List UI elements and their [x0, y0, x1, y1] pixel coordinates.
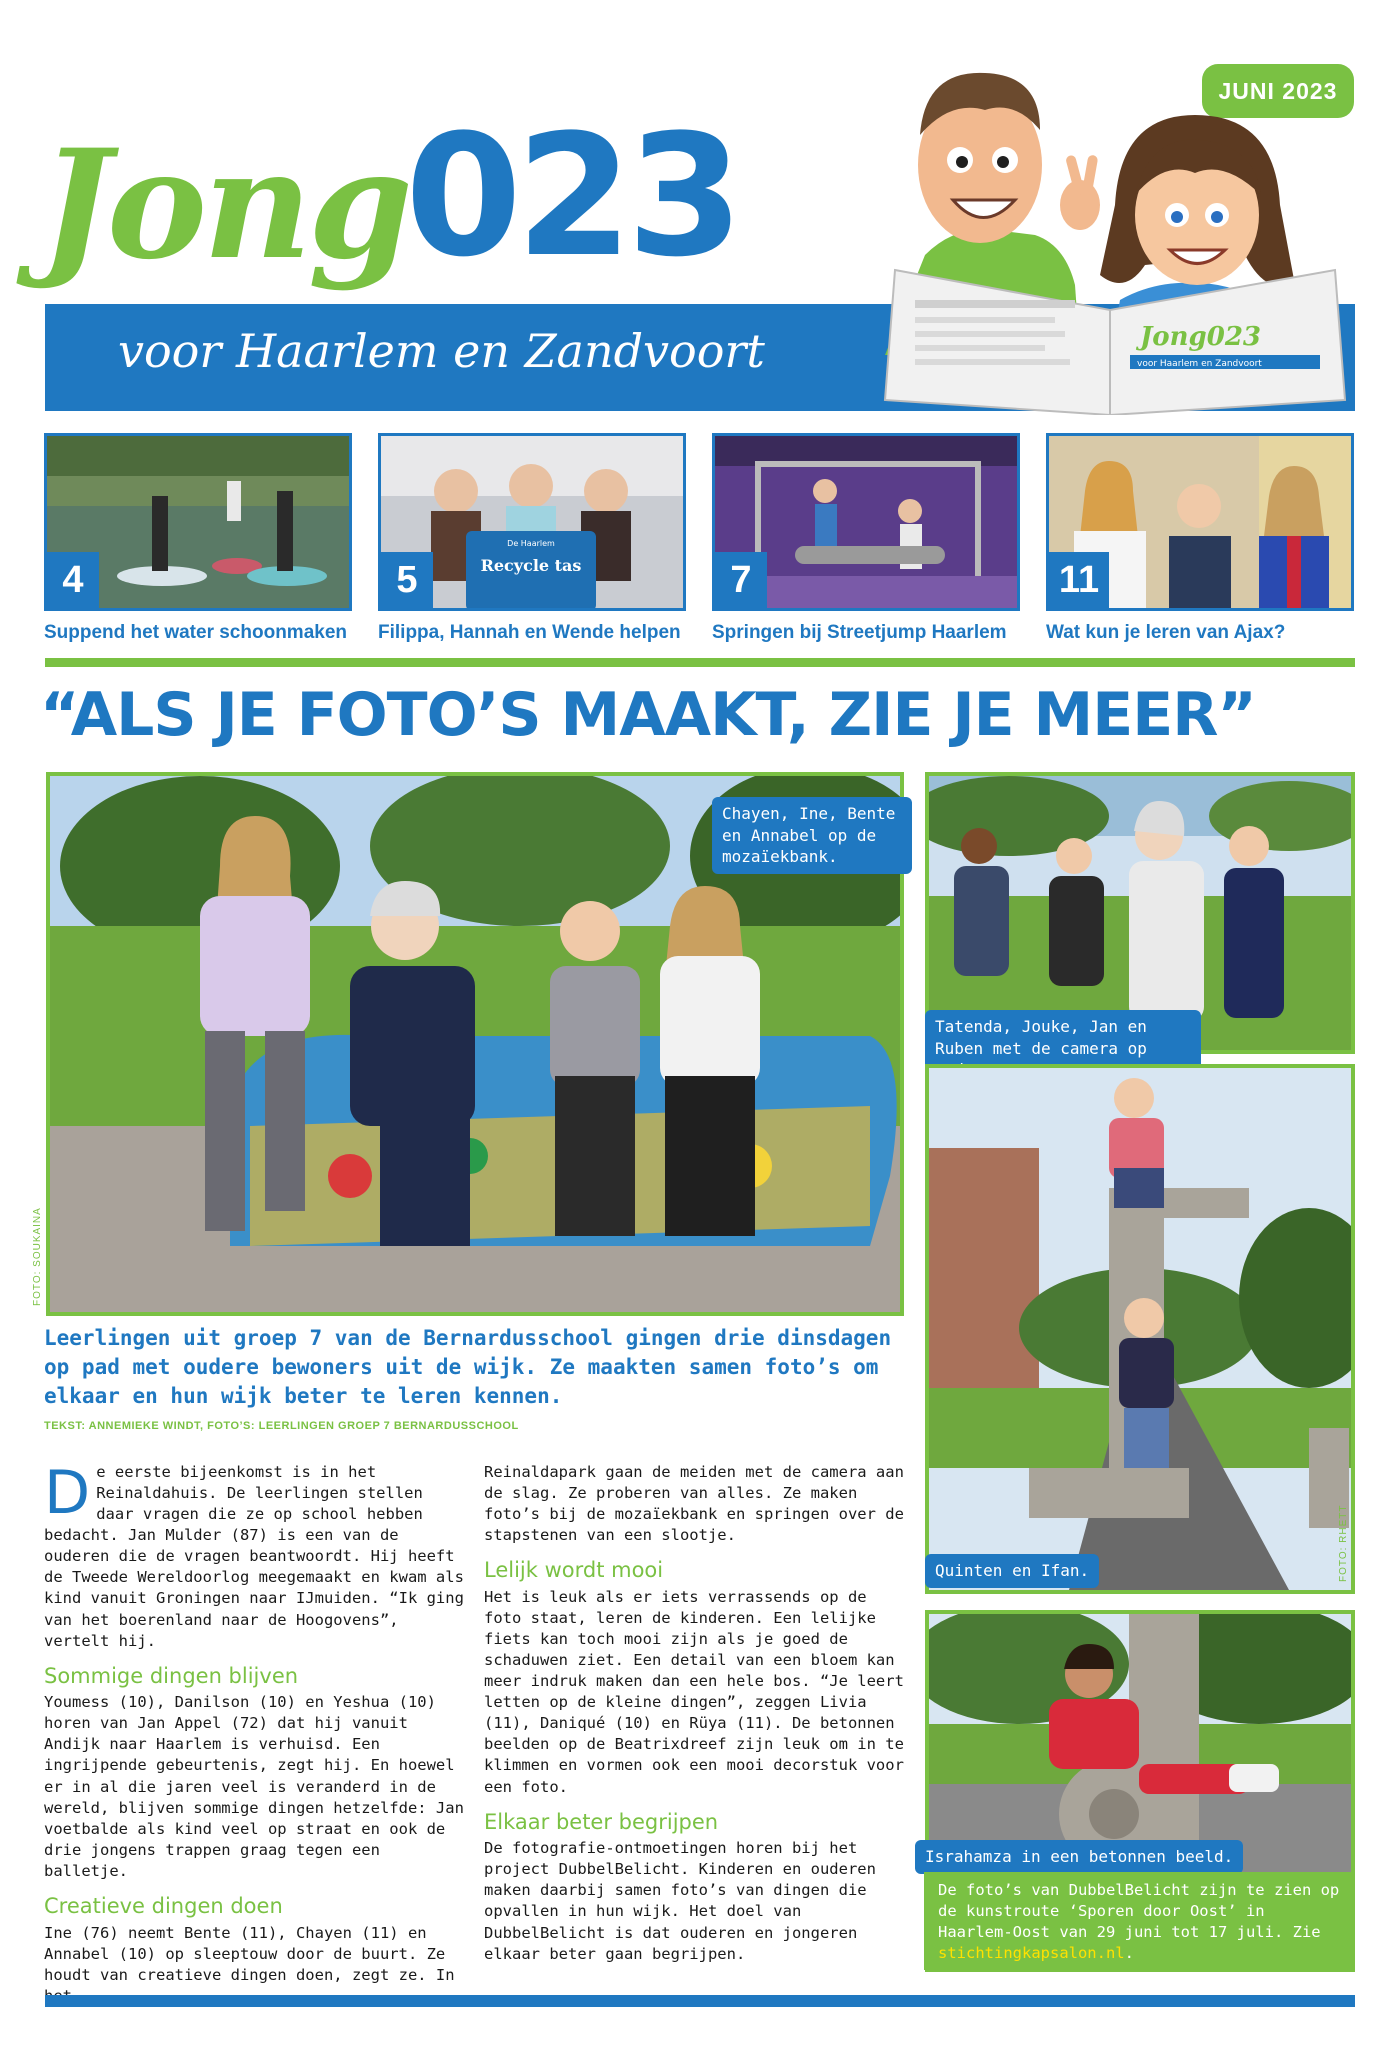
teaser-title[interactable]: Filippa, Hannah en Wende helpen	[378, 622, 681, 643]
paragraph: De fotografie-ontmoetingen horen bij het project DubbelBelicht. Kinderen en ouderen maken daarbij samen foto’s van dingen die opvallen in hun wijk. Het doel van DubbelBelicht is dat ouderen en jongeren elkaar beter gaan begrijpen.	[484, 1839, 876, 1963]
exhibition-info-box	[924, 1872, 1354, 1970]
photo-credit: FOTO: RHETT	[1338, 1504, 1349, 1582]
website-link[interactable]: stichtingkapsalon.nl	[938, 1943, 1125, 1962]
info-text: De foto’s van DubbelBelicht zijn te zien op de kunstroute ‘Sporen door Oost’ in Haarlem-Oost van 29 juni tot 17 juli. Zie	[938, 1881, 1340, 1941]
bag-text-small: De Haarlem	[507, 539, 555, 548]
issue-date: JUNI 2023	[1218, 77, 1338, 104]
teaser-photo-ajax[interactable]	[1046, 433, 1354, 611]
photo-caption: Tatenda, Jouke, Jan en Ruben met de camera op	[925, 1010, 1201, 1087]
teaser-page-number: 4	[47, 552, 99, 608]
mascot-illustration	[865, 55, 1355, 415]
statue-photo	[925, 1064, 1355, 1594]
concrete-statue-photo	[929, 1068, 1351, 1590]
teaser-photo-recycle[interactable]	[378, 433, 686, 611]
subheading: Lelijk wordt mooi	[484, 1558, 664, 1583]
paragraph: Ine (76) neemt Bente (11), Chayen (11) en Annabel (10) op sleeptouw door de buurt. Ze houdt van creatieve dingen doen, zegt ze. In	[44, 1923, 455, 1984]
tagline: voor Haarlem en Zandvoort	[118, 324, 765, 378]
info-suffix: .	[1124, 1943, 1134, 1962]
newspaper-tagline: voor Haarlem en Zandvoort	[1137, 359, 1262, 369]
subheading: Elkaar beter begrijpen	[484, 1809, 719, 1834]
teaser-page-number: 7	[715, 552, 767, 608]
photo-caption: Israhamza in een betonnen beeld.	[915, 1840, 1243, 1874]
article-byline: TEKST: ANNEMIEKE WINDT, FOTO’S: LEERLINGEN GROEP 7 BERNARDUSSCHOOL	[44, 1420, 519, 1432]
article-column-left	[44, 1458, 464, 2011]
paragraph-intro	[44, 1458, 464, 1652]
dropcap: D	[44, 1458, 91, 1528]
photo-caption: Quinten en Ifan.	[925, 1554, 1099, 1588]
logo-number: 023	[404, 98, 738, 294]
photo-caption: Chayen, Ine, Bente en Annabel op de mozaïekbank.	[712, 797, 912, 874]
logo-word: Jong	[40, 117, 409, 293]
bag-text: Recycle tas	[480, 556, 582, 575]
divider	[45, 658, 1355, 667]
article-headline: “ALS JE FOTO’S MAAKT, ZIE JE MEER”	[40, 680, 1256, 750]
paragraph: Het is leuk als er iets verrassends op de foto staat, leren de kinderen. Een lelijke fiets kan toch mooi zijn als je goed de schaduwen ziet. Een detail van een bloem kan meer indruk maken dan een hele bos. “Je leert letten op de kleine dingen”, zeggen Livia (11), Daniqué (10) en Rüya (11). De betonnen beelden op de Beatrixdreef zijn leuk om in te klimmen en vormen ook een mooi decorstuk voor een foto.	[484, 1587, 904, 1796]
teaser-photo-sup[interactable]	[44, 433, 352, 611]
teaser-title[interactable]: Suppend het water schoonmaken	[44, 622, 347, 643]
jong023-logo	[40, 95, 738, 294]
subheading: Sommige dingen blijven	[44, 1663, 299, 1688]
paragraph: Reinaldapark gaan de meiden met de camera aan de slag. Ze proberen van alles. Ze maken foto’s bij de mozaïekbank en springen over de stapstenen van een slootje.	[484, 1463, 904, 1545]
newspaper-logo: Jong023	[1140, 322, 1261, 352]
paragraph-text: e eerste bijeenkomst is in het Reinaldahuis. De leerlingen stellen daar vragen die ze op school hebben bedacht. Jan Mulder (87) is een van de ouderen die de vragen beantwoordt. Hij heeft de Tweede Wereldoorlog meegemaakt en kwam als kind vanuit Groningen naar IJmuiden. “Ik ging van het boerenland naar de Hoogovens”, vertelt hij.	[44, 1463, 464, 1650]
teaser-title[interactable]: Springen bij Streetjump Haarlem	[712, 622, 1007, 643]
concrete-sculpture-photo	[929, 1614, 1351, 1876]
paragraph: Youmess (10), Danilson (10) en Yeshua (10) horen van Jan Appel (72) dat hij vanuit Andijk naar Haarlem is verhuisd. Een ingrijpende gebeurtenis, zegt hij. En hoewel er in al die jaren veel is veranderd in de wereld, blijven sommige dingen hetzelfde: Jan voetbalde als kind veel op straat en ook de drie jongens trappen graag tegen een balletje.	[44, 1693, 464, 1880]
camera-walk-photo	[929, 776, 1351, 1050]
article-column-right	[484, 1462, 904, 1969]
teaser-title[interactable]: Wat kun je leren van Ajax?	[1046, 622, 1286, 643]
article-intro: Leerlingen uit groep 7 van de Bernardusschool gingen drie dinsdagen op pad met oudere bewoners uit de wijk. Ze maakten samen foto’s om elkaar en hun wijk beter te leren kennen.	[44, 1326, 892, 1408]
teaser-page-number: 11	[1049, 552, 1109, 608]
teaser-page-number: 5	[381, 552, 433, 608]
teaser-photo-streetjump[interactable]	[712, 433, 1020, 611]
subheading: Creatieve dingen doen	[44, 1893, 283, 1918]
footer-rule	[45, 1995, 1355, 2007]
photo-credit: FOTO: SOUKAINA	[32, 1207, 43, 1306]
